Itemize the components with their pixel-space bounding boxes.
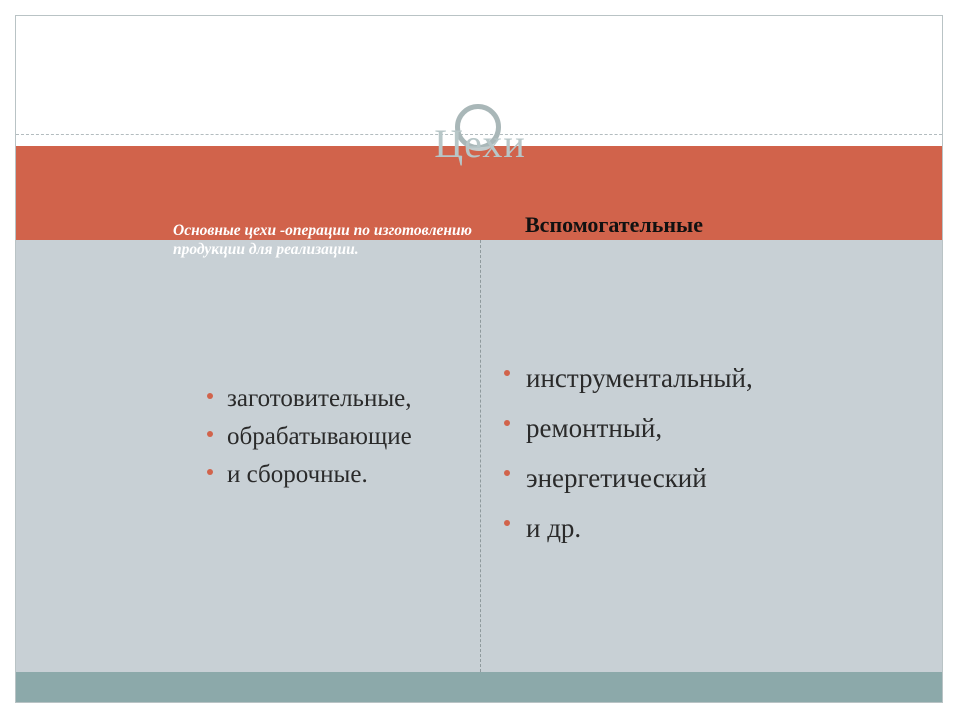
list-item-text: и др.: [526, 513, 582, 543]
bullet-icon: [504, 470, 510, 476]
list-item-text: заготовительные,: [227, 385, 412, 412]
bullet-icon: [504, 420, 510, 426]
bullet-icon: [207, 469, 213, 475]
left-column-heading: Основные цехи -операции по изготовлению продукции для реализации.: [173, 222, 472, 258]
right-column-heading: Вспомогательные: [525, 212, 703, 237]
list-item-text: и сборочные.: [227, 461, 368, 488]
right-bullet-list: [500, 360, 830, 560]
slide-title: Цехи: [434, 121, 526, 166]
list-item-text: ремонтный,: [526, 413, 663, 443]
left-bullet-list: [205, 380, 412, 494]
list-item: [500, 460, 830, 496]
list-item: [205, 418, 412, 456]
bullet-icon: [504, 520, 510, 526]
list-item: [205, 380, 412, 418]
list-item: [500, 410, 830, 446]
bullet-icon: [504, 370, 510, 376]
list-item-text: обрабатывающие: [227, 423, 412, 450]
column-divider: [480, 240, 481, 672]
list-item: [500, 510, 830, 546]
footer-band: [16, 672, 942, 702]
list-item-text: инструментальный,: [526, 363, 753, 393]
list-item: [500, 360, 830, 396]
bullet-icon: [207, 393, 213, 399]
bullet-icon: [207, 431, 213, 437]
list-item: [205, 456, 412, 494]
list-item-text: энергетический: [526, 463, 707, 493]
